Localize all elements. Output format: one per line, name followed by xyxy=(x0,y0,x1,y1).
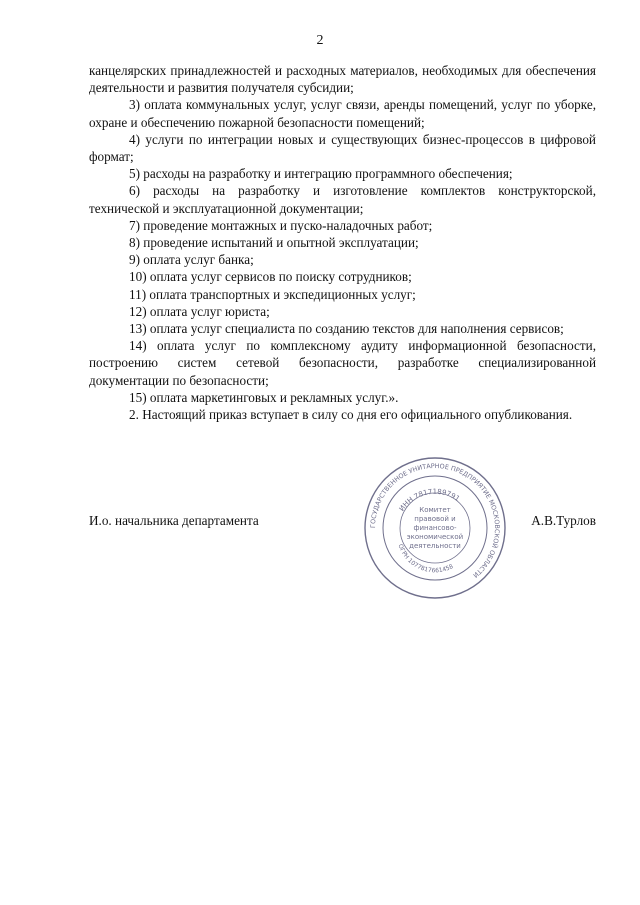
seal-center-line: правовой и xyxy=(414,515,456,523)
seal-center-text xyxy=(407,506,463,550)
paragraph: 15) оплата маркетинговых и рекламных услуг.». xyxy=(129,389,399,405)
paragraph: 4) услуги по интеграции новых и существующих бизнес-процессов в цифровой формат; xyxy=(89,131,596,165)
paragraph: 11) оплата транспортных и экспедиционных услуг; xyxy=(129,286,416,302)
signatory-position: И.о. начальника департамента xyxy=(89,513,259,528)
paragraph: 6) расходы на разработку и изготовление комплектов конструкторской, технической и эксплуатационной документации; xyxy=(89,183,596,216)
paragraph: 13) оплата услуг специалиста по созданию текстов для наполнения сервисов; xyxy=(129,321,564,337)
seal-ogrn-text: ОГРН 1077817661458 xyxy=(396,543,455,575)
seal-outer-text: ГОСУДАРСТВЕННОЕ УНИТАРНОЕ ПРЕДПРИЯТИЕ МОСКОВСКОЙ ОБЛАСТИ xyxy=(368,461,502,580)
signatory-name: А.В.Турлов xyxy=(531,513,596,528)
paragraph: 3) оплата коммунальных услуг, услуг связи, аренды помещений, услуг по уборке, охране и обеспечению пожарной безопасности помещений; xyxy=(89,97,596,130)
seal-center-line: экономической xyxy=(406,533,464,541)
paragraph: 9) оплата услуг банка; xyxy=(129,252,254,268)
seal-inn-text: ИНН 7817189791 xyxy=(397,487,462,513)
official-seal xyxy=(362,455,508,601)
document-body xyxy=(89,62,596,423)
seal-graphic xyxy=(362,455,508,601)
paragraph: 8) проведение испытаний и опытной эксплуатации; xyxy=(129,235,419,251)
paragraph: 7) проведение монтажных и пуско-наладочных работ; xyxy=(129,217,433,233)
paragraph: 2. Настоящий приказ вступает в силу со дня его официального опубликования. xyxy=(129,407,573,423)
page-number: 2 xyxy=(316,33,324,48)
paragraph: 10) оплата услуг сервисов по поиску сотрудников; xyxy=(129,269,412,285)
seal-center-line: Комитет xyxy=(419,506,451,514)
paragraph: 12) оплата услуг юриста; xyxy=(129,303,270,319)
paragraph: канцелярских принадлежностей и расходных материалов, необходимых для обеспечения деятельности и развития получателя субсидии; xyxy=(89,63,596,96)
seal-center-line: деятельности xyxy=(409,542,461,550)
paragraph: 14) оплата услуг по комплексному аудиту информационной безопасности, построению систем сетевой безопасности, разработке специализированной документации по безопасности; xyxy=(89,338,596,388)
paragraph: 5) расходы на разработку и интеграцию программного обеспечения; xyxy=(129,166,513,182)
signature-block xyxy=(89,513,596,533)
seal-center-line: финансово- xyxy=(413,524,457,532)
